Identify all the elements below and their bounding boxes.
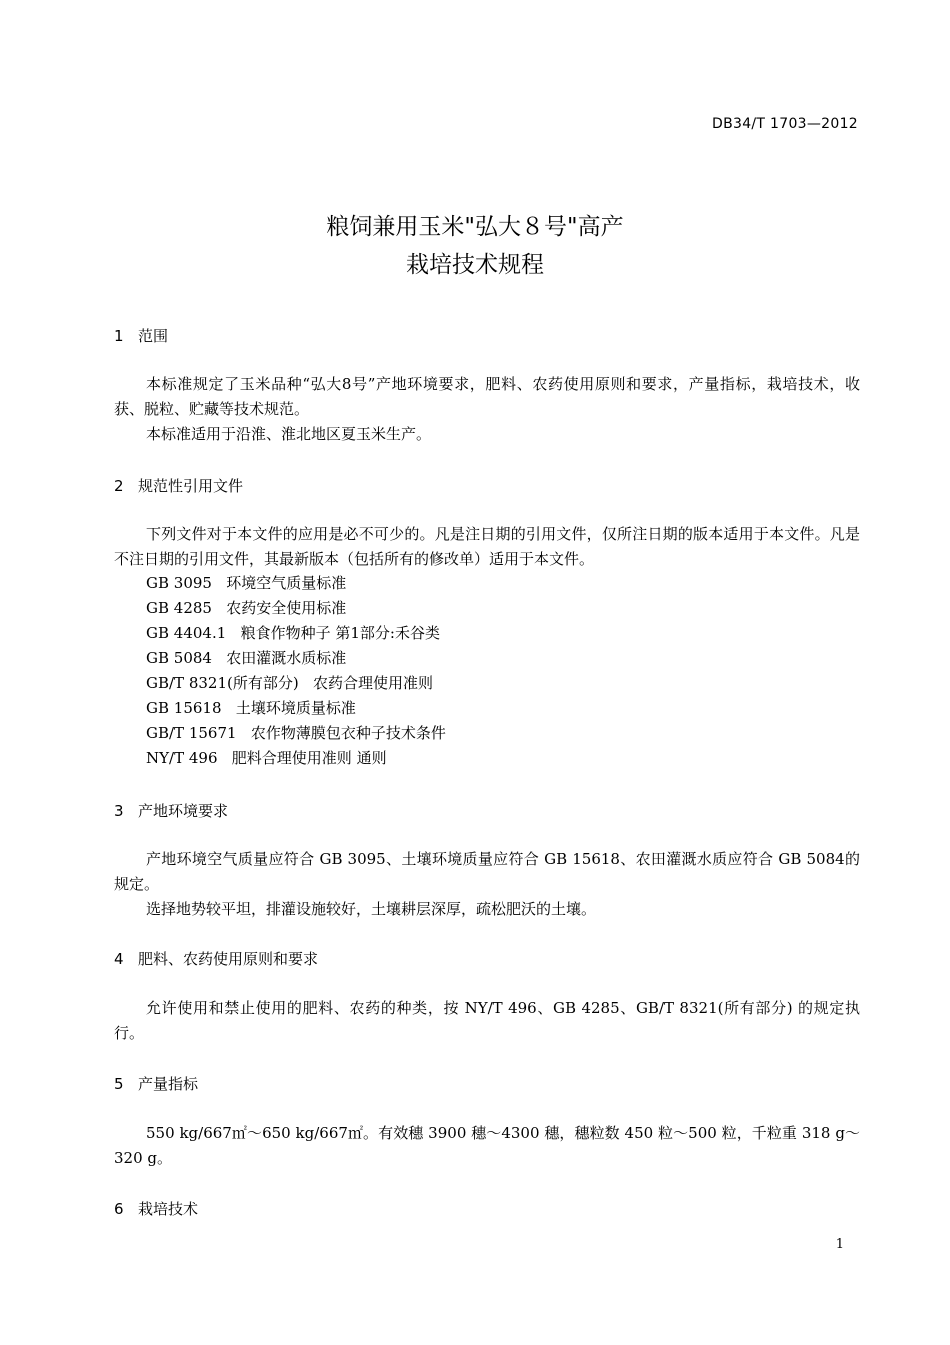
reference-item (146, 622, 440, 643)
reference-name: 农田灌溉水质标准 (226, 649, 347, 667)
section-title: 栽培技术 (138, 1200, 199, 1218)
section-heading-6 (114, 1198, 198, 1219)
reference-name: 农作物薄膜包衣种子技术条件 (250, 724, 446, 742)
reference-code: GB/T 15671 (146, 724, 237, 742)
reference-item (146, 572, 346, 593)
reference-name: 土壤环境质量标准 (235, 699, 356, 717)
reference-name: 肥料合理使用准则 通则 (231, 749, 387, 767)
section-number: 1 (114, 327, 124, 345)
reference-item (146, 747, 387, 768)
reference-code: GB 15618 (146, 699, 222, 717)
reference-name: 农药安全使用标准 (226, 599, 347, 617)
section-heading-1 (114, 325, 168, 346)
paragraph: 下列文件对于本文件的应用是必不可少的。凡是注日期的引用文件，仅所注日期的版本适用于本文件。凡是不注日期的引用文件，其最新版本（包括所有的修改单）适用于本文件。 (114, 525, 860, 568)
paragraph: 产地环境空气质量应符合 GB 3095、土壤环境质量应符合 GB 15618、农田灌溉水质应符合 GB 5084的规定。 (114, 850, 860, 893)
standard-code: DB34/T 1703—2012 (712, 116, 858, 132)
reference-item (146, 672, 433, 693)
section-title: 产地环境要求 (138, 802, 229, 820)
reference-item (146, 597, 346, 618)
reference-code: NY/T 496 (146, 749, 218, 767)
paragraph: 本标准规定了玉米品种“弘大8号”产地环境要求，肥料、农药使用原则和要求，产量指标，栽培技术，收获、脱粒、贮藏等技术规范。 (114, 375, 860, 418)
reference-code: GB/T 8321(所有部分) (146, 674, 299, 692)
section-title: 规范性引用文件 (138, 477, 244, 495)
reference-item (146, 722, 446, 743)
section-heading-2 (114, 475, 243, 496)
paragraph: 本标准适用于沿淮、淮北地区夏玉米生产。 (146, 425, 432, 443)
paragraph: 允许使用和禁止使用的肥料、农药的种类，按 NY/T 496、GB 4285、GB/T 8321(所有部分) 的规定执行。 (114, 999, 860, 1042)
section-number: 2 (114, 477, 124, 495)
section-number: 4 (114, 950, 124, 968)
section-title: 肥料、农药使用原则和要求 (138, 950, 319, 968)
reference-item (146, 647, 346, 668)
section-number: 3 (114, 802, 124, 820)
section-heading-3 (114, 800, 228, 821)
reference-item (146, 697, 356, 718)
document-title-line-2: 栽培技术规程 (406, 252, 544, 278)
paragraph: 550 kg/667㎡～650 kg/667㎡。有效穗 3900 穗～4300 穗，穗粒数 450 粒～500 粒，千粒重 318 g～320 g。 (114, 1124, 860, 1167)
reference-name: 粮食作物种子 第1部分:禾谷类 (240, 624, 440, 642)
page-number: 1 (835, 1237, 844, 1252)
paragraph: 选择地势较平坦，排灌设施较好，土壤耕层深厚，疏松肥沃的土壤。 (146, 900, 597, 918)
reference-name: 农药合理使用准则 (313, 674, 434, 692)
section-title: 产量指标 (138, 1075, 199, 1093)
reference-code: GB 4404.1 (146, 624, 227, 642)
reference-code: GB 5084 (146, 649, 212, 667)
reference-name: 环境空气质量标准 (226, 574, 347, 592)
reference-code: GB 3095 (146, 574, 212, 592)
document-title-line-1: 粮饲兼用玉米"弘大８号"高产 (326, 214, 624, 240)
section-heading-4 (114, 948, 318, 969)
section-number: 6 (114, 1200, 124, 1218)
section-title: 范围 (138, 327, 169, 345)
section-number: 5 (114, 1075, 124, 1093)
section-heading-5 (114, 1073, 198, 1094)
reference-code: GB 4285 (146, 599, 212, 617)
